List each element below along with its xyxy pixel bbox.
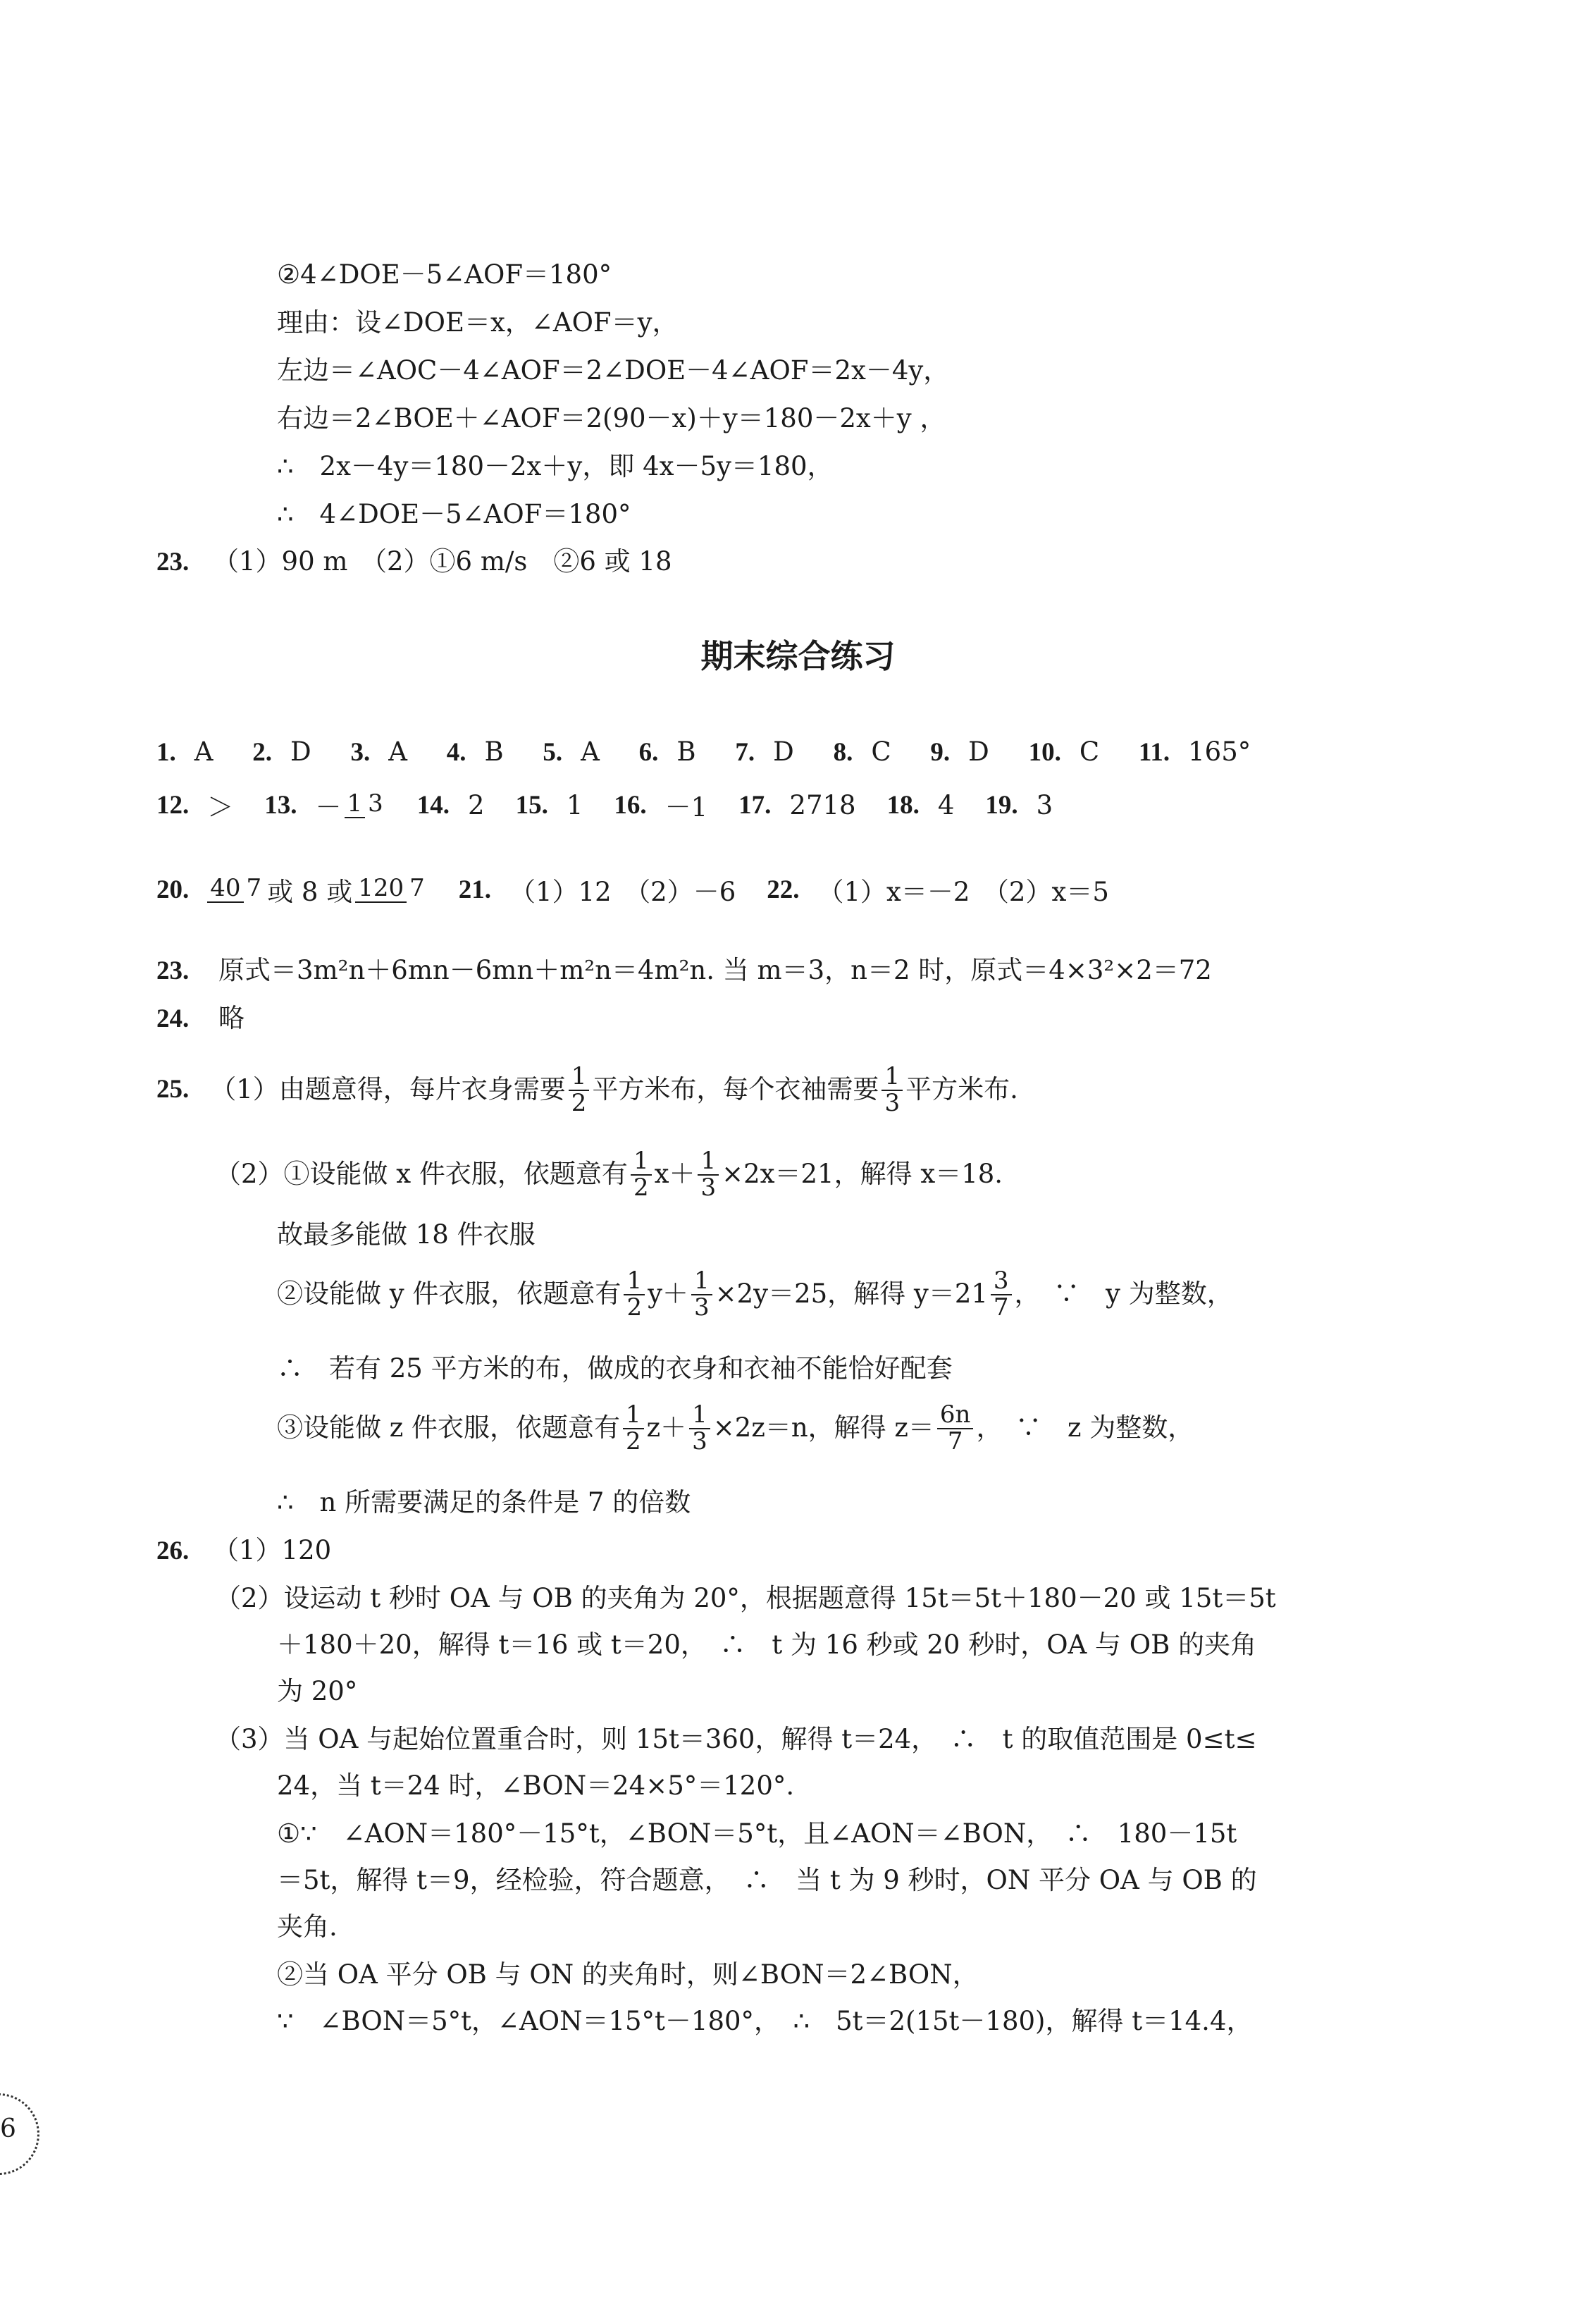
- question-23-line: [156, 546, 672, 578]
- answers-20-22-row: [156, 870, 1140, 908]
- answer-number: 1.: [156, 738, 176, 767]
- answer-text: 原式＝3m²n＋6mn－6mn＋m²n＝4m²n. 当 m＝3，n＝2 时，原式＝4×3²×2＝72: [218, 955, 1212, 985]
- text-line: 故最多能做 18 件衣服: [277, 1219, 536, 1250]
- answer-value: ＞: [207, 792, 234, 823]
- text-line: 理由：设∠DOE＝x，∠AOF＝y，: [277, 307, 679, 338]
- text-line: ∴ 若有 25 平方米的布，做成的衣身和衣袖不能恰好配套: [277, 1353, 953, 1384]
- answer-text: z＋: [646, 1412, 687, 1443]
- fraction: $\frac{1}{2}$: [569, 1064, 590, 1116]
- text-line: 左边＝∠AOC－4∠AOF＝2∠DOE－4∠AOF＝2x－4y，: [277, 355, 950, 386]
- question-23b-line: [156, 955, 1212, 987]
- answer-number: 15.: [515, 790, 548, 820]
- fraction: $\frac{1}{2}$: [631, 1149, 652, 1200]
- answer-text: ， ∵ z 为整数，: [976, 1412, 1194, 1443]
- question-number: 23.: [156, 548, 190, 577]
- answer-text: 略: [218, 1003, 245, 1033]
- text-line: [277, 1400, 1194, 1455]
- page-number: 6: [0, 2114, 16, 2143]
- answer-value: －: [315, 792, 342, 823]
- question-number: 25.: [156, 1075, 190, 1104]
- answer-number: 9.: [930, 738, 951, 767]
- question-number: 26.: [156, 1536, 190, 1565]
- answer-number: 13.: [264, 790, 297, 820]
- text-line: （2）设运动 t 秒时 OA 与 OB 的夹角为 20°，根据题意得 15t＝5t＋180－20 或 15t＝5t: [215, 1583, 1276, 1613]
- text-line: （3）当 OA 与起始位置重合时，则 15t＝360，解得 t＝24， ∴ t 的取值范围是 0≤t≤: [215, 1724, 1257, 1754]
- answer-number: 22.: [767, 875, 800, 904]
- text-line: ②当 OA 平分 OB 与 ON 的夹角时，则∠BON＝2∠BON，: [277, 1959, 979, 1990]
- answer-number: 19.: [985, 790, 1018, 820]
- answer-number: 6.: [638, 738, 659, 767]
- fraction: $\frac{6n}{7}$: [937, 1403, 974, 1454]
- fill-answers-row: [156, 786, 1084, 824]
- answer-number: 5.: [543, 738, 563, 767]
- answer-text: ②设能做 y 件衣服，依题意有: [277, 1279, 621, 1310]
- answer-number: 12.: [156, 790, 190, 820]
- text-line: 夹角.: [277, 1911, 338, 1942]
- answer-text: ×2z＝n，解得 z＝: [712, 1412, 934, 1443]
- answer-number: 17.: [738, 790, 772, 820]
- answer-value: 2718: [789, 789, 856, 820]
- answer-value: D: [290, 737, 311, 767]
- answer-text: ， ∵ y 为整数，: [1014, 1279, 1233, 1310]
- fraction: $\frac{1}{2}$: [624, 1269, 645, 1320]
- answer-number: 21.: [458, 875, 492, 904]
- answer-number: 14.: [416, 790, 450, 820]
- answer-value: 1: [566, 789, 583, 820]
- answer-number: 8.: [833, 738, 853, 767]
- question-number: 23.: [156, 956, 190, 985]
- answer-value: 4: [937, 789, 955, 820]
- answer-number: 10.: [1028, 738, 1061, 767]
- fraction: $\frac{1}{3}$: [689, 1403, 710, 1454]
- fraction: 40 7: [207, 876, 264, 903]
- answer-text: ×2x＝21，解得 x＝18.: [722, 1159, 1003, 1190]
- answer-value: （1）12 （2）－6: [509, 877, 736, 907]
- answer-text: 或 8 或: [267, 877, 353, 907]
- answer-value: D: [968, 737, 989, 767]
- answer-text: （1）120: [213, 1535, 332, 1565]
- answer-value: （1）x＝－2 （2）x＝5: [817, 877, 1109, 907]
- answer-number: 18.: [886, 790, 920, 820]
- answer-text: ③设能做 z 件衣服，依题意有: [277, 1412, 621, 1443]
- text-line: ∴ 4∠DOE－5∠AOF＝180°: [277, 499, 631, 529]
- text-line: 24，当 t＝24 时，∠BON＝24×5°＝120°.: [277, 1770, 795, 1801]
- answer-number: 20.: [156, 875, 190, 904]
- answer-value: C: [871, 737, 891, 767]
- fraction: $\frac{3}{7}$: [991, 1269, 1012, 1320]
- text-line: ∴ 2x－4y＝180－2x＋y，即 4x－5y＝180，: [277, 451, 834, 481]
- answer-text: ×2y＝25，解得 y＝21: [715, 1279, 988, 1310]
- text-line: [215, 1149, 1003, 1200]
- answer-text: （1）90 m （2）①6 m/s ②6 或 18: [213, 546, 672, 577]
- text-line: 为 20°: [277, 1676, 358, 1706]
- text-line: ＋180＋20，解得 t＝16 或 t＝20， ∴ t 为 16 秒或 20 秒时，OA 与 OB 的夹角: [277, 1630, 1257, 1660]
- question-number: 24.: [156, 1004, 190, 1033]
- text-line: ＝5t，解得 t＝9，经检验，符合题意， ∴ 当 t 为 9 秒时，ON 平分 OA 与 OB 的: [277, 1865, 1257, 1895]
- answer-number: 4.: [446, 738, 466, 767]
- fraction: $\frac{1}{2}$: [623, 1403, 644, 1454]
- fraction: 1 3: [345, 791, 386, 818]
- answer-number: 7.: [735, 738, 755, 767]
- answer-value: D: [773, 737, 794, 767]
- answer-text: 平方米布.: [905, 1074, 1018, 1105]
- text-line: ∴ n 所需要满足的条件是 7 的倍数: [277, 1487, 691, 1517]
- answer-text: （1）由题意得，每片衣身需要: [210, 1074, 566, 1105]
- text-line: 右边＝2∠BOE＋∠AOF＝2(90－x)＋y＝180－2x＋y ，: [277, 403, 946, 433]
- answer-value: C: [1079, 737, 1100, 767]
- answer-value: －1: [664, 792, 708, 823]
- answer-value: B: [484, 737, 504, 767]
- answer-value: 2: [468, 789, 485, 820]
- question-24-line: [156, 1003, 245, 1035]
- answer-value: A: [388, 737, 407, 767]
- answer-text: （2）①设能做 x 件衣服，依题意有: [215, 1159, 628, 1190]
- answer-text: y＋: [648, 1279, 688, 1310]
- fraction: 120 7: [355, 876, 428, 903]
- question-26-line: [156, 1535, 331, 1567]
- section-title: 期末综合练习: [700, 637, 896, 675]
- answer-number: 11.: [1138, 738, 1170, 767]
- answer-value: A: [194, 737, 214, 767]
- text-line: ①∵ ∠AON＝180°－15°t，∠BON＝5°t，且∠AON＝∠BON， ∴ 180－15t: [277, 1818, 1237, 1849]
- answer-value: A: [581, 737, 600, 767]
- answer-value: 165°: [1188, 737, 1251, 767]
- answer-value: 3: [1036, 789, 1053, 820]
- answer-number: 3.: [350, 738, 371, 767]
- text-line: [277, 1269, 1233, 1320]
- text-line: ②4∠DOE－5∠AOF＝180°: [277, 259, 612, 290]
- fraction: $\frac{1}{3}$: [698, 1149, 719, 1200]
- fraction: $\frac{1}{3}$: [881, 1064, 903, 1116]
- answer-text: x＋: [654, 1159, 695, 1190]
- answer-number: 2.: [252, 738, 272, 767]
- choice-answers-row: [156, 737, 1282, 768]
- text-line: ∵ ∠BON＝5°t，∠AON＝15°t－180°， ∴ 5t＝2(15t－180)，解得 t＝14.4，: [277, 2006, 1253, 2036]
- answer-text: 平方米布，每个衣袖需要: [592, 1074, 879, 1105]
- answer-number: 16.: [614, 790, 647, 820]
- answer-value: B: [676, 737, 696, 767]
- question-25-line: [156, 1064, 1018, 1116]
- fraction: $\frac{1}{3}$: [691, 1269, 712, 1320]
